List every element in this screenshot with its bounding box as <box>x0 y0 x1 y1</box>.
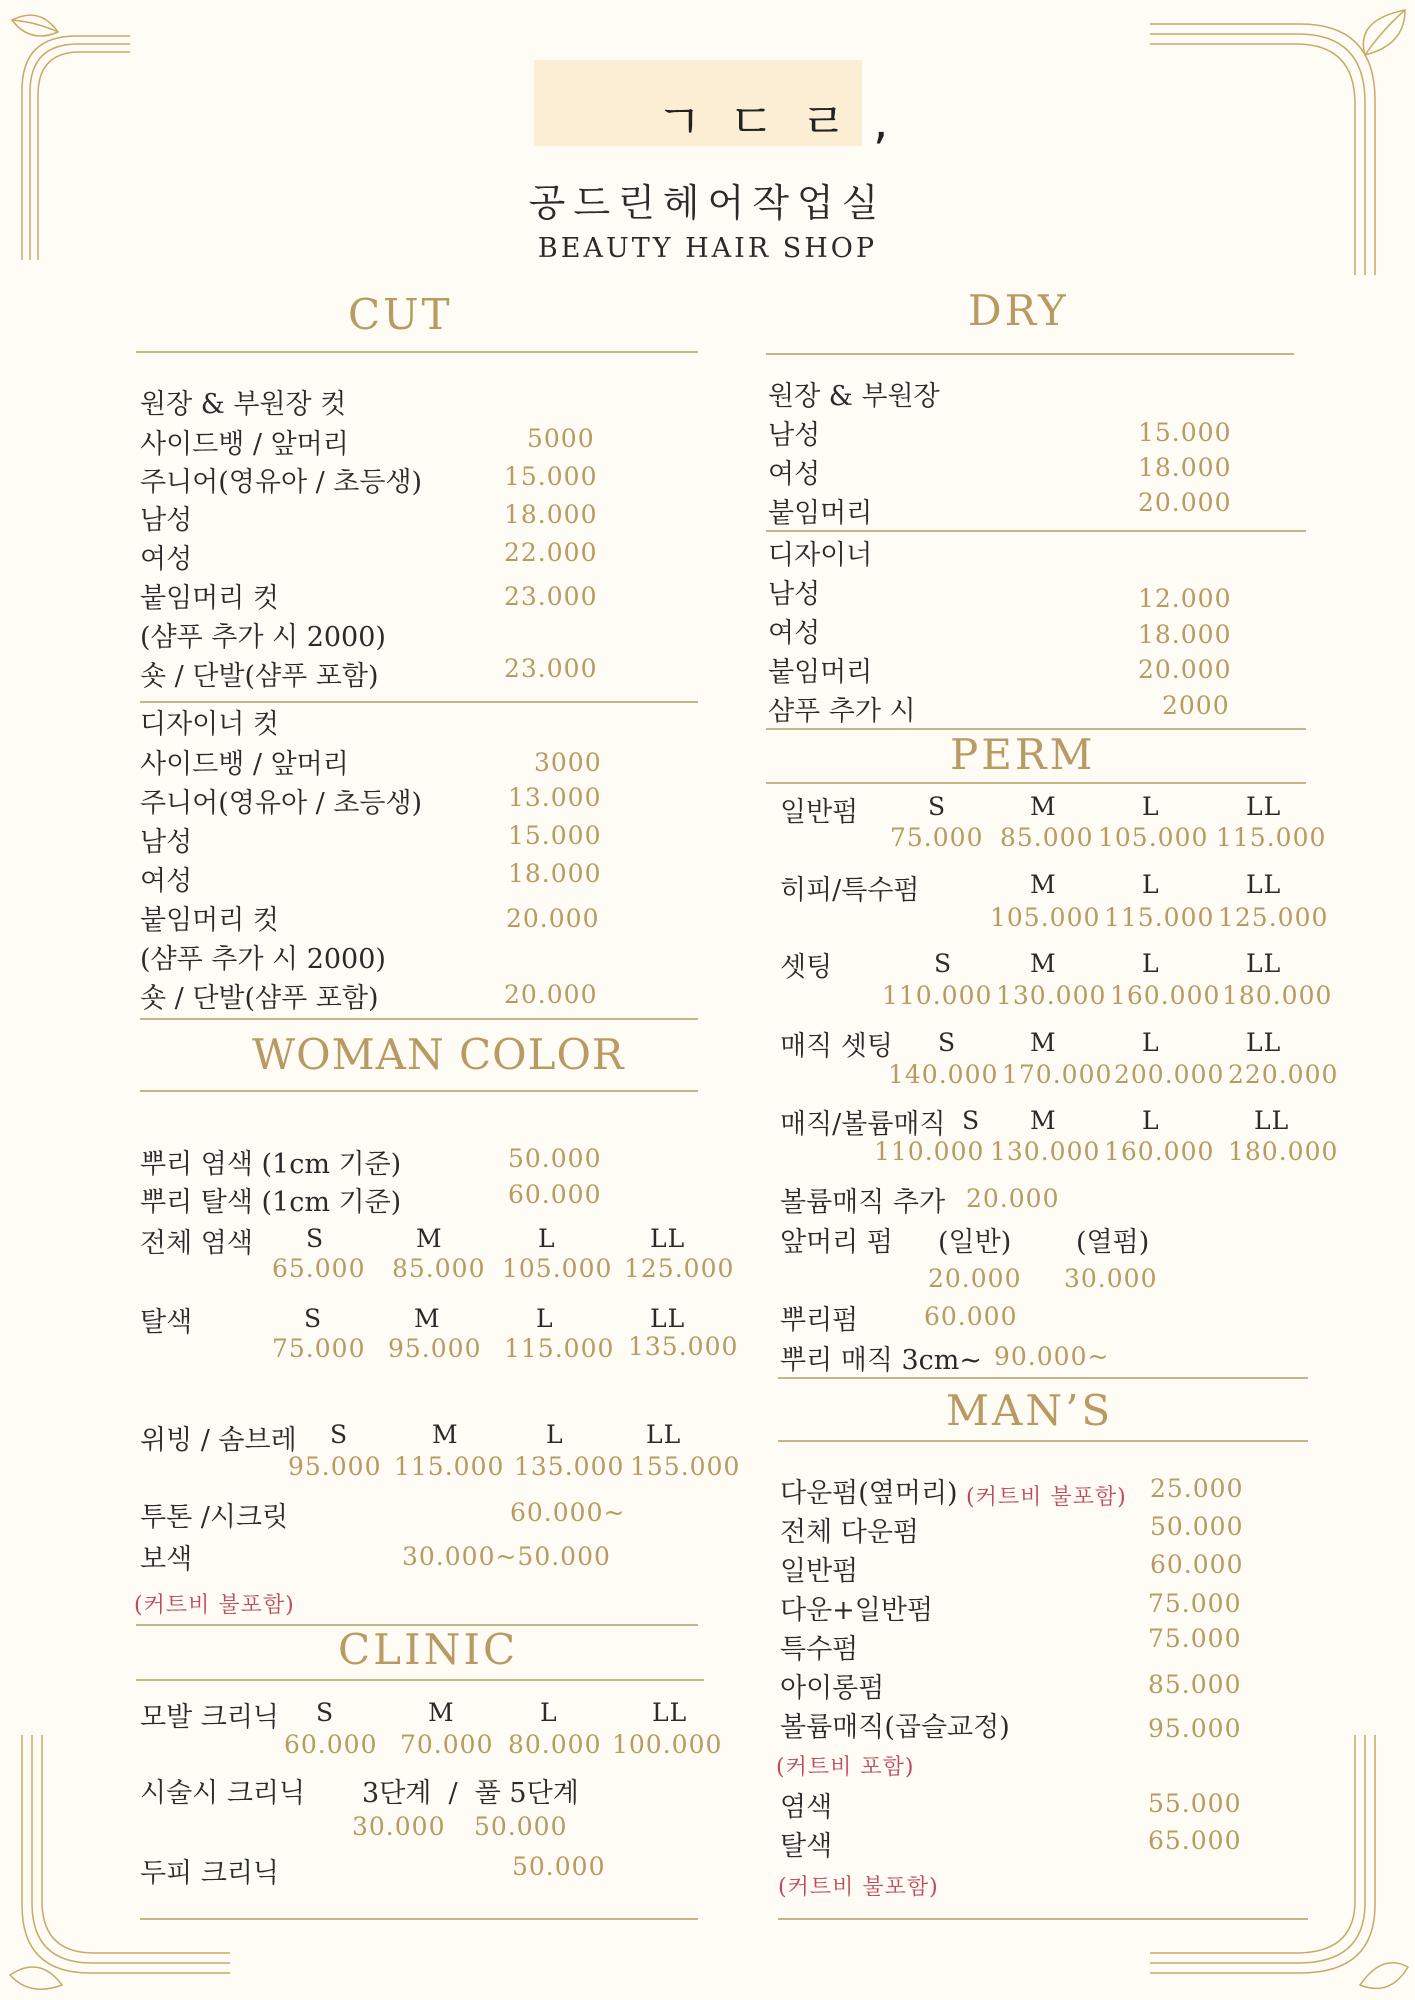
scalp-clinic-label: 두피 크리닉 <box>140 1858 279 1889</box>
size-label: M <box>432 1420 459 1449</box>
dry-item-label: 붙임머리 <box>768 498 873 529</box>
cut-item-label: 사이드뱅 / 앞머리 <box>140 429 349 460</box>
cut-item-price: 13.000 <box>508 783 602 812</box>
dry-item-label: 남성 <box>768 420 821 451</box>
size-label: L <box>1142 870 1160 899</box>
root-perm-label: 뿌리펌 <box>780 1305 859 1336</box>
size-price: 115.000 <box>394 1452 505 1481</box>
mans-item-label: 볼륨매직(곱슬교정) <box>780 1712 1010 1743</box>
recolor-price: 30.000~50.000 <box>402 1542 611 1571</box>
cut-item-label: 주니어(영유아 / 초등생) <box>140 467 423 498</box>
dry-designer-heading: 디자이너 <box>768 540 873 571</box>
bleach-label: 탈색 <box>140 1307 193 1338</box>
root-dye-label: 뿌리 염색 (1cm 기준) <box>140 1149 402 1180</box>
mans-item-price: 55.000 <box>1148 1789 1242 1818</box>
size-price: 105.000 <box>502 1254 613 1283</box>
mans-heading: MAN’S <box>946 1386 1114 1435</box>
perm-heading: PERM <box>950 730 1096 779</box>
mans-item-price: 60.000 <box>1150 1550 1244 1579</box>
dry-item-price: 18.000 <box>1138 620 1232 649</box>
size-price: 75.000 <box>890 823 984 852</box>
size-price: 125.000 <box>1218 903 1329 932</box>
logo: ㄱㄷㄹ, <box>656 94 915 150</box>
divider <box>778 1918 1308 1920</box>
cut-item-label: 여성 <box>140 544 193 575</box>
mans-item-price: 75.000 <box>1148 1589 1242 1618</box>
mans-item-price: 50.000 <box>1150 1512 1244 1541</box>
size-label: M <box>416 1224 443 1253</box>
mans-item-label: 탈색 <box>780 1831 833 1862</box>
size-label: LL <box>1246 792 1282 821</box>
bang-perm-price-heat: 30.000 <box>1064 1264 1158 1293</box>
size-label: M <box>414 1304 441 1333</box>
root-magic-price: 90.000~ <box>994 1342 1110 1371</box>
size-label: LL <box>1246 1028 1282 1057</box>
size-label: L <box>536 1304 554 1333</box>
size-price: 100.000 <box>612 1730 723 1759</box>
size-label: M <box>1030 1028 1057 1057</box>
dry-item-price: 15.000 <box>1138 418 1232 447</box>
size-label: L <box>540 1698 558 1727</box>
hair-clinic-label: 모발 크리닉 <box>140 1702 279 1733</box>
size-price: 60.000 <box>284 1730 378 1759</box>
cut-item-label: 붙임머리 컷 <box>140 905 279 936</box>
perm-magic-setting-label: 매직 셋팅 <box>780 1031 893 1062</box>
mans-item-label: 다운펌(옆머리) <box>780 1478 958 1509</box>
divider <box>766 530 1306 532</box>
size-price: 115.000 <box>504 1334 615 1363</box>
size-price: 125.000 <box>624 1254 735 1283</box>
mans-item-price: 25.000 <box>1150 1474 1244 1503</box>
mans-item-price: 75.000 <box>1148 1624 1242 1653</box>
size-price: 170.000 <box>1002 1060 1113 1089</box>
dry-item-price: 18.000 <box>1138 453 1232 482</box>
size-price: 110.000 <box>874 1137 985 1166</box>
size-price: 105.000 <box>1098 823 1209 852</box>
cut-item-price: 18.000 <box>508 859 602 888</box>
size-price: 75.000 <box>272 1334 366 1363</box>
bang-perm-label: 앞머리 펌 <box>780 1227 893 1258</box>
divider <box>136 1679 704 1681</box>
dry-item-label: 남성 <box>768 579 821 610</box>
divider <box>140 1018 698 1020</box>
size-label: S <box>938 1028 957 1057</box>
full-dye-label: 전체 염색 <box>140 1228 253 1259</box>
cut-item-price: 20.000 <box>506 904 600 933</box>
size-price: 160.000 <box>1110 981 1221 1010</box>
bang-perm-option-normal: (일반) <box>938 1227 1012 1258</box>
size-price: 95.000 <box>288 1452 382 1481</box>
shop-name: 공드린헤어작업실 <box>528 181 887 225</box>
treatment-clinic-options: 3단계 / 풀 5단계 <box>362 1778 579 1809</box>
dry-item-label: 붙임머리 <box>768 657 873 688</box>
size-price: 110.000 <box>882 981 993 1010</box>
dry-heading: DRY <box>968 286 1069 335</box>
mans-item-label: 다운+일반펌 <box>780 1595 934 1626</box>
divider <box>140 1090 698 1092</box>
dry-item-price: 20.000 <box>1138 488 1232 517</box>
size-price: 155.000 <box>630 1452 741 1481</box>
perm-general-label: 일반펌 <box>780 797 859 828</box>
dry-item-label: 샴푸 추가 시 <box>768 696 916 727</box>
size-label: LL <box>652 1698 688 1727</box>
divider <box>778 1440 1308 1442</box>
root-dye-price: 50.000 <box>508 1144 602 1173</box>
cut-item-note: (샴푸 추가 시 2000) <box>140 944 386 975</box>
size-label: M <box>1030 792 1057 821</box>
size-price: 140.000 <box>888 1060 999 1089</box>
size-label: LL <box>650 1224 686 1253</box>
size-price: 180.000 <box>1228 1137 1339 1166</box>
size-price: 220.000 <box>1228 1060 1339 1089</box>
size-price: 130.000 <box>996 981 1107 1010</box>
size-price: 115.000 <box>1216 823 1327 852</box>
size-label: L <box>1142 792 1160 821</box>
size-price: 80.000 <box>508 1730 602 1759</box>
cut-item-price: 15.000 <box>504 462 598 491</box>
size-label: S <box>962 1106 981 1135</box>
dry-item-label: 여성 <box>768 459 821 490</box>
mans-item-price: 85.000 <box>1148 1670 1242 1699</box>
size-label: S <box>316 1698 335 1727</box>
size-label: LL <box>650 1304 686 1333</box>
root-bleach-price: 60.000 <box>508 1180 602 1209</box>
cut-fee-excluded-note: (커트비 불포함) <box>778 1875 939 1900</box>
size-label: S <box>304 1304 323 1333</box>
cut-item-label: 사이드뱅 / 앞머리 <box>140 749 349 780</box>
cut-item-price: 22.000 <box>504 538 598 567</box>
size-price: 160.000 <box>1104 1137 1215 1166</box>
cut-item-label: 여성 <box>140 866 193 897</box>
divider <box>140 1918 698 1920</box>
cut-item-label: 붙임머리 컷 <box>140 583 279 614</box>
size-label: M <box>1030 1106 1057 1135</box>
divider <box>766 782 1306 784</box>
cut-item-price: 5000 <box>527 424 595 453</box>
size-price: 115.000 <box>1104 903 1215 932</box>
weaving-label: 위빙 / 솜브레 <box>140 1425 297 1456</box>
size-label: LL <box>1246 949 1282 978</box>
size-price: 95.000 <box>388 1334 482 1363</box>
size-label: L <box>1142 1106 1160 1135</box>
size-label: S <box>306 1224 325 1253</box>
size-price: 85.000 <box>392 1254 486 1283</box>
treatment-price-full: 50.000 <box>474 1812 568 1841</box>
recolor-label: 보색 <box>140 1544 193 1575</box>
perm-setting-label: 셋팅 <box>780 952 833 983</box>
size-label: M <box>428 1698 455 1727</box>
woman-color-heading: WOMAN COLOR <box>252 1030 625 1079</box>
scalp-clinic-price: 50.000 <box>512 1852 606 1881</box>
cut-fee-included-note: (커트비 포함) <box>776 1755 915 1780</box>
size-price: 135.000 <box>514 1452 625 1481</box>
size-label: L <box>546 1420 564 1449</box>
cut-item-label: 남성 <box>140 827 193 858</box>
two-tone-price: 60.000~ <box>510 1498 626 1527</box>
root-perm-price: 60.000 <box>924 1302 1018 1331</box>
size-label: L <box>1142 949 1160 978</box>
cut-item-price: 20.000 <box>504 980 598 1009</box>
root-magic-label: 뿌리 매직 3cm~ <box>780 1345 983 1376</box>
cut-item-price: 18.000 <box>504 500 598 529</box>
size-label: LL <box>1246 870 1282 899</box>
cut-item-price: 3000 <box>534 748 602 777</box>
clinic-heading: CLINIC <box>338 1625 519 1674</box>
cut-item-label: 남성 <box>140 505 193 536</box>
mans-item-label: 특수펌 <box>780 1634 859 1665</box>
mans-item-price: 65.000 <box>1148 1826 1242 1855</box>
volume-add-price: 20.000 <box>966 1184 1060 1213</box>
size-price: 105.000 <box>990 903 1101 932</box>
dry-item-label: 여성 <box>768 618 821 649</box>
dry-item-price: 12.000 <box>1138 584 1232 613</box>
dry-item-price: 2000 <box>1162 691 1230 720</box>
cut-item-note: (샴푸 추가 시 2000) <box>140 622 386 653</box>
cut-item-price: 23.000 <box>504 654 598 683</box>
perm-hippie-label: 히피/특수펌 <box>780 875 920 906</box>
size-price: 180.000 <box>1222 981 1333 1010</box>
treatment-clinic-label: 시술시 크리닉 <box>140 1778 306 1809</box>
size-price: 135.000 <box>628 1332 739 1361</box>
divider <box>778 1377 1308 1379</box>
cut-fee-excluded-note: (커트비 불포함) <box>134 1593 295 1618</box>
cut-item-label: 숏 / 단발(샴푸 포함) <box>140 661 379 692</box>
dry-item-price: 20.000 <box>1138 655 1232 684</box>
mans-item-label: 일반펌 <box>780 1556 859 1587</box>
root-bleach-label: 뿌리 탈색 (1cm 기준) <box>140 1187 402 1218</box>
perm-magic-volume-label: 매직/볼륨매직 <box>780 1109 946 1140</box>
size-label: LL <box>646 1420 682 1449</box>
size-label: M <box>1030 870 1057 899</box>
mans-item-label: 염색 <box>780 1792 833 1823</box>
divider <box>766 353 1294 355</box>
bang-perm-option-heat: (열펌) <box>1076 1227 1150 1258</box>
size-price: 130.000 <box>990 1137 1101 1166</box>
dry-senior-heading: 원장 & 부원장 <box>768 381 940 412</box>
cut-item-label: 숏 / 단발(샴푸 포함) <box>140 983 379 1014</box>
shop-subtitle: BEAUTY HAIR SHOP <box>537 233 878 264</box>
mans-item-label: 전체 다운펌 <box>780 1517 919 1548</box>
size-label: S <box>934 949 953 978</box>
size-label: S <box>928 792 947 821</box>
size-label: M <box>1030 949 1057 978</box>
cut-item-label: 주니어(영유아 / 초등생) <box>140 788 423 819</box>
volume-add-label: 볼륨매직 추가 <box>780 1187 946 1218</box>
size-label: L <box>1142 1028 1160 1057</box>
size-price: 200.000 <box>1114 1060 1225 1089</box>
cut-designer-heading: 디자이너 컷 <box>140 709 279 740</box>
size-label: L <box>538 1224 556 1253</box>
size-label: S <box>330 1420 349 1449</box>
size-price: 65.000 <box>272 1254 366 1283</box>
cut-item-price: 15.000 <box>508 821 602 850</box>
divider <box>136 351 698 353</box>
corner-ornament-bottom-right <box>1150 1735 1415 2000</box>
mans-item-price: 95.000 <box>1148 1714 1242 1743</box>
size-label: LL <box>1254 1106 1290 1135</box>
treatment-price-basic: 30.000 <box>352 1812 446 1841</box>
bang-perm-price-normal: 20.000 <box>928 1264 1022 1293</box>
cut-fee-excluded-note: (커트비 불포함) <box>966 1485 1127 1510</box>
two-tone-label: 투톤 /시크릿 <box>140 1502 289 1533</box>
cut-item-price: 23.000 <box>504 582 598 611</box>
size-price: 70.000 <box>400 1730 494 1759</box>
cut-heading: CUT <box>348 290 453 339</box>
cut-senior-heading: 원장 & 부원장 컷 <box>140 389 347 420</box>
mans-item-label: 아이롱펌 <box>780 1673 885 1704</box>
size-price: 85.000 <box>1000 823 1094 852</box>
